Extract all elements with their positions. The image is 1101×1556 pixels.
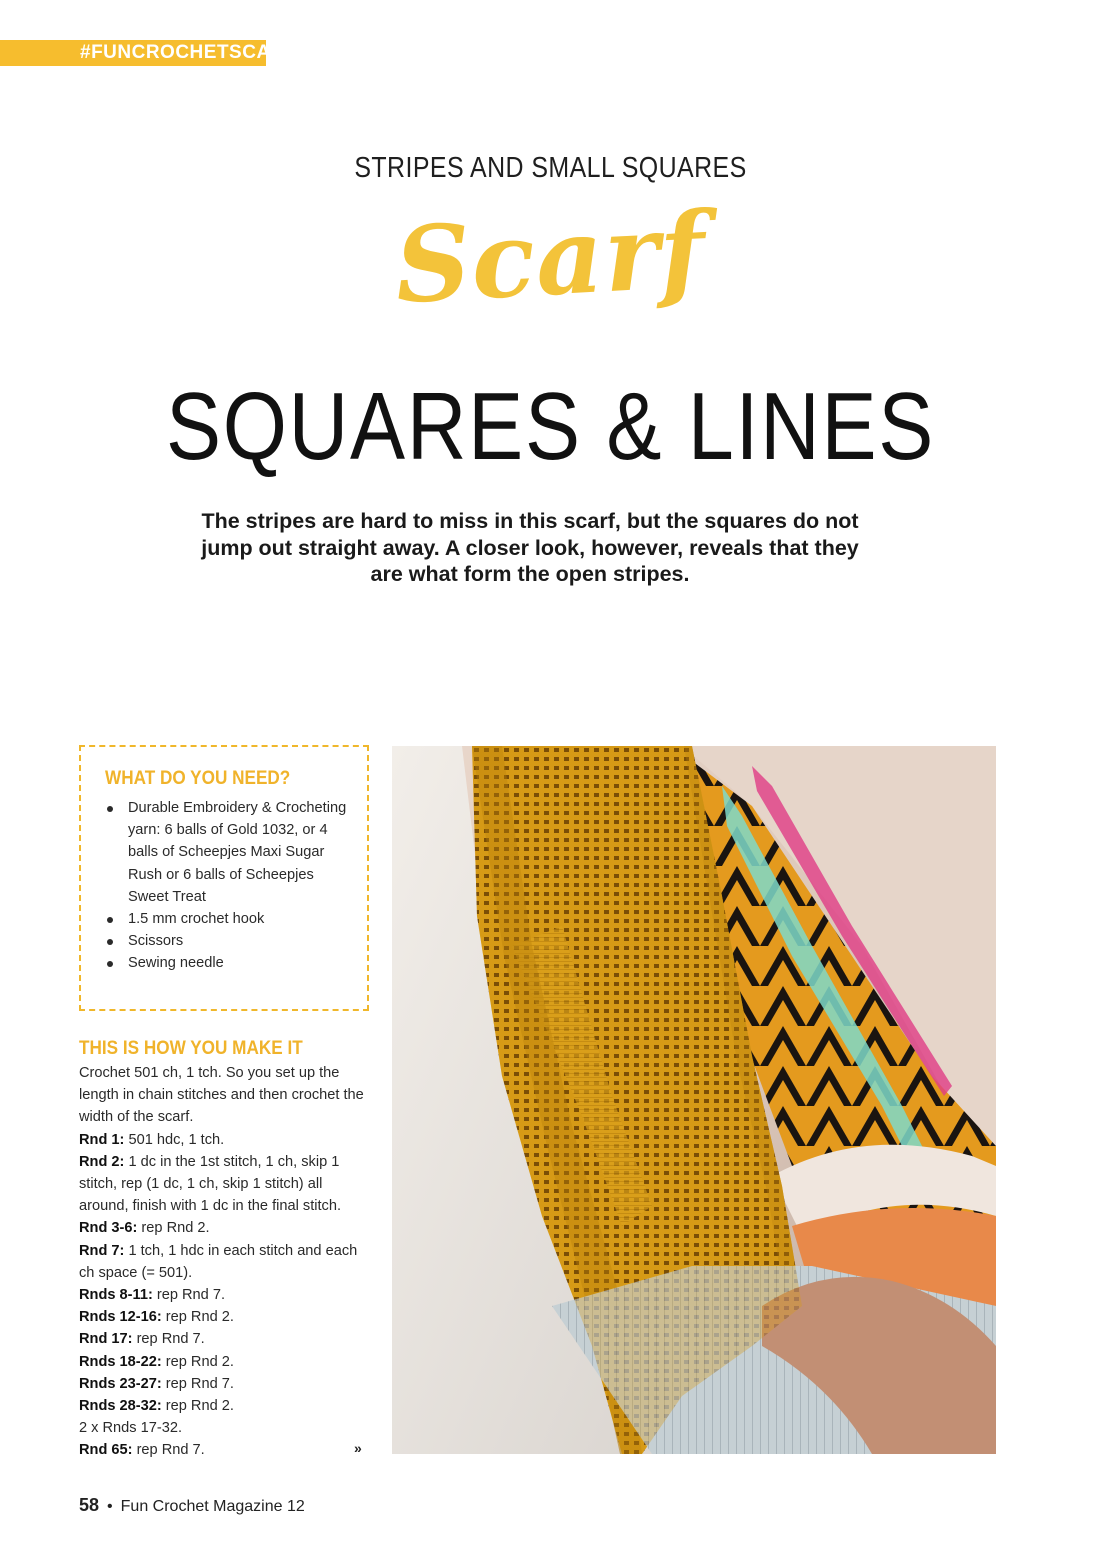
instructions-body xyxy=(79,1062,369,1462)
step-text: rep Rnd 7. xyxy=(152,1287,226,1304)
magazine-name: Fun Crochet Magazine 12 xyxy=(120,1498,305,1515)
continue-arrow-icon: » xyxy=(354,1440,362,1456)
instructions-intro: Crochet 501 ch, 1 tch. So you set up the length in chain stitches and then crochet the width of the scarf. xyxy=(79,1065,364,1126)
step-text: 2 x Rnds 17-32. xyxy=(79,1420,183,1437)
materials-box xyxy=(79,745,369,1011)
step-label: Rnds 28-32: xyxy=(79,1398,162,1415)
list-item: Durable Embroidery & Crocheting yarn: 6 balls of Gold 1032, or 4 balls of Scheepjes Maxi Sugar Rush or 6 balls of Scheepjes Sweet Treat xyxy=(107,797,357,908)
instruction-step xyxy=(79,1395,369,1417)
step-label: Rnds 18-22: xyxy=(79,1353,162,1370)
scarf-photo-illustration xyxy=(392,746,996,1454)
hashtag-text: #FUNCROCHETSCARF xyxy=(80,42,297,63)
instruction-step xyxy=(79,1240,369,1284)
step-text: 1 tch, 1 hdc in each stitch and each ch space (= 501). xyxy=(79,1242,358,1281)
step-text: rep Rnd 2. xyxy=(161,1309,234,1326)
step-label: Rnd 2: xyxy=(79,1153,125,1170)
instruction-step xyxy=(79,1351,369,1373)
instruction-step xyxy=(79,1284,369,1306)
instruction-step xyxy=(79,1129,369,1151)
step-text: 501 hdc, 1 tch. xyxy=(124,1131,225,1148)
hashtag-banner xyxy=(0,40,297,66)
step-text: rep Rnd 2. xyxy=(161,1353,234,1370)
step-text: rep Rnd 7. xyxy=(132,1331,205,1348)
step-label: Rnd 1: xyxy=(79,1131,125,1148)
script-title: Scarf xyxy=(392,187,709,328)
materials-list xyxy=(107,797,357,975)
step-label: Rnd 65: xyxy=(79,1442,133,1459)
step-label: Rnd 3-6: xyxy=(79,1220,138,1237)
step-text: 1 dc in the 1st stitch, 1 ch, skip 1 stitch, rep (1 dc, 1 ch, skip 1 stitch) all around, finish with 1 dc in the final stitch. xyxy=(79,1153,342,1215)
page-footer xyxy=(79,1495,305,1516)
instruction-step xyxy=(79,1306,369,1328)
step-text: rep Rnd 2. xyxy=(137,1220,210,1237)
step-text: rep Rnd 7. xyxy=(132,1442,205,1459)
step-label: Rnds 12-16: xyxy=(79,1309,162,1326)
page-number: 58 xyxy=(79,1495,100,1515)
instruction-step xyxy=(79,1151,369,1218)
footer-separator: • xyxy=(107,1498,113,1515)
instruction-step xyxy=(79,1439,369,1461)
instruction-step xyxy=(79,1217,369,1239)
instruction-step xyxy=(79,1417,369,1439)
materials-heading: WHAT DO YOU NEED? xyxy=(105,767,291,789)
list-item: Sewing needle xyxy=(107,952,357,974)
step-label: Rnds 23-27: xyxy=(79,1375,162,1392)
article-kicker: STRIPES AND SMALL SQUARES xyxy=(354,152,747,184)
instruction-step xyxy=(79,1373,369,1395)
instructions-heading: THIS IS HOW YOU MAKE IT xyxy=(79,1037,303,1059)
step-label: Rnd 7: xyxy=(79,1242,125,1259)
scarf-photo xyxy=(392,746,996,1454)
list-item: 1.5 mm crochet hook xyxy=(107,908,357,930)
instruction-step xyxy=(79,1328,369,1350)
step-text: rep Rnd 7. xyxy=(161,1375,234,1392)
list-item: Scissors xyxy=(107,930,357,952)
intro-paragraph: The stripes are hard to miss in this scarf, but the squares do not jump out straight away. A closer look, however, reveals that they are what form the open stripes. xyxy=(201,509,859,586)
step-label: Rnds 8-11: xyxy=(79,1287,153,1304)
step-label: Rnd 17: xyxy=(79,1331,133,1348)
step-text: rep Rnd 2. xyxy=(161,1398,234,1415)
page-title: SQUARES & LINES xyxy=(165,373,936,480)
